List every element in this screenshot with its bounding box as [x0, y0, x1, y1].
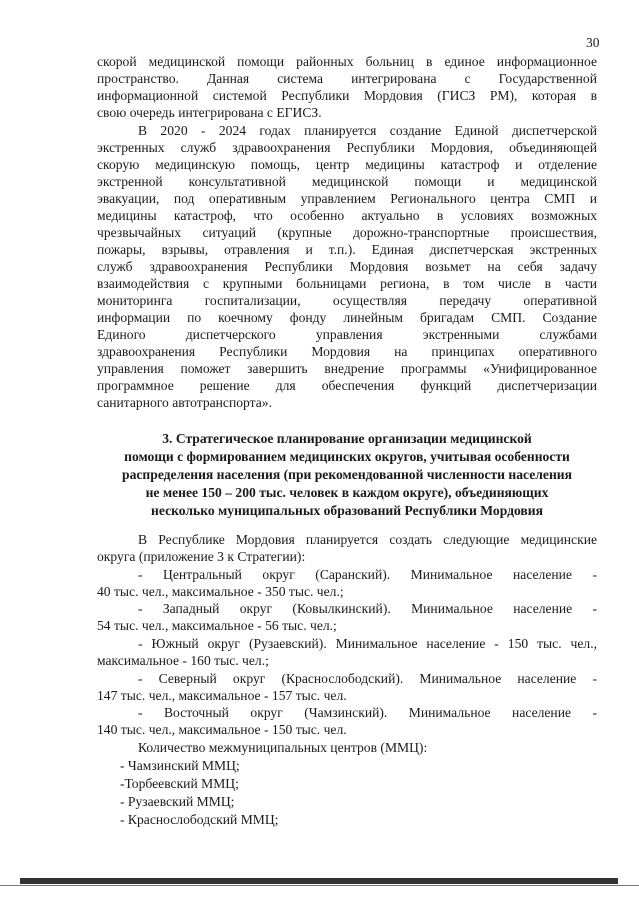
paragraph-line: В 2020 - 2024 годах планируется создание Единой диспетчерской — [138, 123, 597, 138]
paragraph-line: скорой медицинской помощи районных больниц в единое информационное — [97, 54, 597, 69]
mmc-item: - Краснослободский ММЦ; — [120, 812, 279, 827]
paragraph-line: санитарного автотранспорта». — [97, 395, 272, 410]
section-heading-line: 3. Стратегическое планирование организации медицинской — [162, 431, 532, 446]
district-line: 147 тыс. чел., максимальное - 157 тыс. чел. — [97, 688, 347, 703]
paragraph-line: управления поможет завершить внедрение программы «Унифицированное — [97, 361, 597, 376]
page-number: 30 — [586, 35, 600, 50]
scan-bottom-edge-shadow — [0, 885, 639, 886]
scan-bottom-edge — [20, 878, 618, 884]
paragraph-line: пространство. Данная система интегрирована с Государственной — [97, 71, 597, 86]
paragraph-line: округа (приложение 3 к Стратегии): — [97, 549, 306, 564]
paragraph-line: экстренной консультативной медицинской помощи и медицинской — [97, 174, 597, 189]
paragraph-line: мониторинга госпитализации, осуществляя передачу оперативной — [97, 293, 597, 308]
paragraph-line: информационной системой Республики Мордовия (ГИСЗ РМ), которая в — [97, 88, 597, 103]
paragraph-line: медицины катастроф, что особенно актуально в условиях возможных — [97, 208, 597, 223]
paragraph-line: скорую медицинскую помощь, центр медицины катастроф и отделение — [97, 157, 597, 172]
paragraph-line: служб здравоохранения Республики Мордовия возьмет на себя задачу — [97, 259, 597, 274]
mmc-item: - Рузаевский ММЦ; — [120, 794, 235, 809]
paragraph-line: здравоохранения Республики Мордовия на принципах оперативного — [97, 344, 597, 359]
mmc-item: - Чамзинский ММЦ; — [120, 758, 240, 773]
section-heading-line: помощи с формированием медицинских округов, учитывая особенности — [124, 449, 570, 464]
section-heading-line: не менее 150 – 200 тыс. человек в каждом округе), объединяющих — [145, 485, 549, 500]
paragraph-line: информации по коечному фонду линейным бригадам СМП. Создание — [97, 310, 597, 325]
section-heading-line: распределения населения (при рекомендованной численности населения — [122, 467, 572, 482]
mmc-item: -Торбеевский ММЦ; — [120, 776, 239, 791]
district-line: 140 тыс. чел., максимальное - 150 тыс. чел. — [97, 722, 347, 737]
district-line: 54 тыс. чел., максимальное - 56 тыс. чел.; — [97, 618, 337, 633]
district-line: - Западный округ (Ковылкинский). Минимальное население - — [138, 601, 597, 616]
mmc-intro: Количество межмуниципальных центров (ММЦ): — [138, 740, 428, 755]
paragraph-line: взаимодействия с крупными больницами региона, в том числе в части — [97, 276, 597, 291]
paragraph-line: Единого диспетчерского управления экстренными службами — [97, 327, 597, 342]
paragraph-line: эвакуации, под оперативным управлением Регионального центра СМП и — [97, 191, 597, 206]
paragraph-line: свою очередь интегрирована с ЕГИСЗ. — [97, 105, 322, 120]
district-line: - Восточный округ (Чамзинский). Минимальное население - — [138, 705, 597, 720]
district-line: - Центральный округ (Саранский). Минимальное население - — [138, 567, 597, 582]
district-line: - Северный округ (Краснослободский). Минимальное население - — [138, 671, 597, 686]
paragraph-line: пожары, взрывы, отравления и т.п.). Единая диспетчерская экстренных — [97, 242, 597, 257]
paragraph-line: чрезвычайных ситуаций (крупные дорожно-транспортные происшествия, — [97, 225, 597, 240]
paragraph-line: программное решение для обеспечения функций диспетчеризации — [97, 378, 597, 393]
district-line: 40 тыс. чел., максимальное - 350 тыс. чел.; — [97, 584, 344, 599]
district-line: - Южный округ (Рузаевский). Минимальное население - 150 тыс. чел., — [138, 636, 597, 651]
paragraph-line: экстренных служб здравоохранения Республики Мордовия, объединяющей — [97, 140, 597, 155]
section-heading-line: несколько муниципальных образований Республики Мордовия — [151, 503, 543, 518]
paragraph-line: В Республике Мордовия планируется создать следующие медицинские — [138, 532, 597, 547]
district-line: максимальное - 160 тыс. чел.; — [97, 653, 269, 668]
